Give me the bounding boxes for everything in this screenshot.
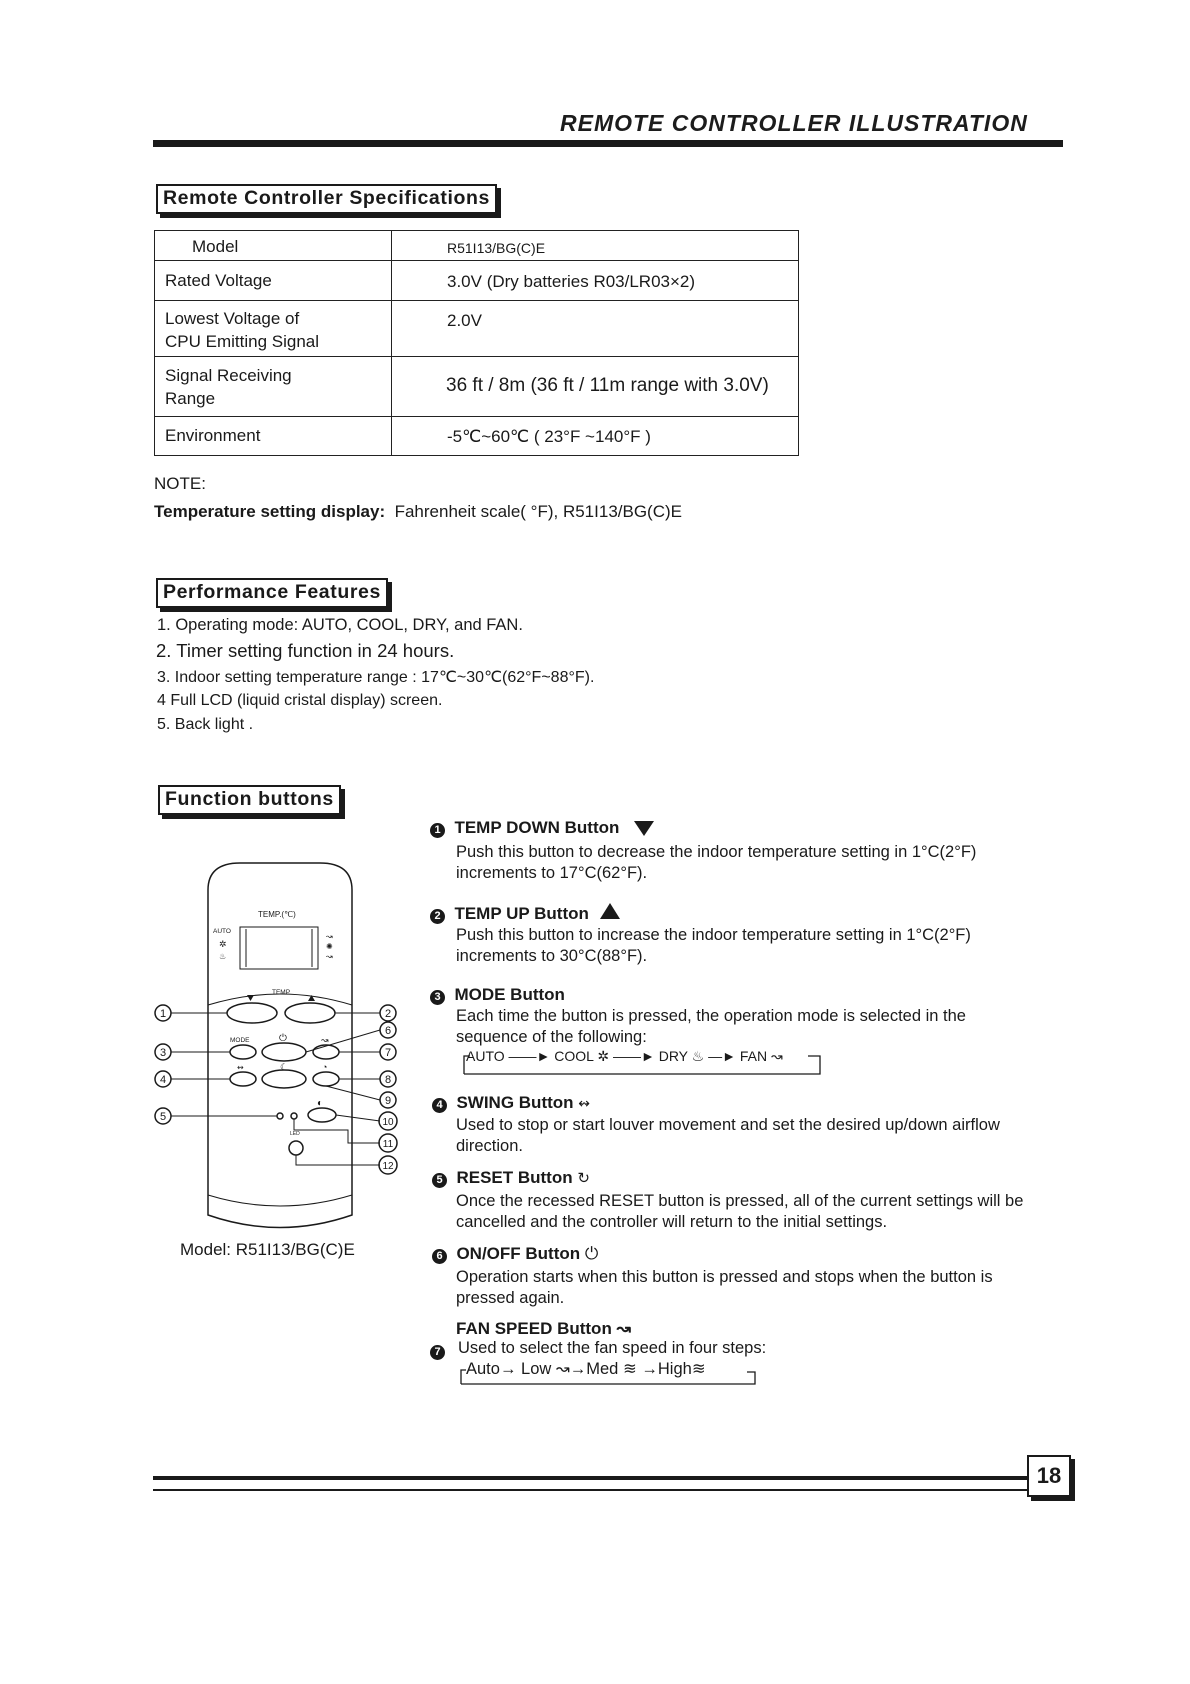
sequence-item: High bbox=[657, 1360, 692, 1378]
fan-speed-sequence: Auto→ Low ↝→Med ≋ →High≋ bbox=[466, 1360, 706, 1378]
callout-number: 9 bbox=[384, 1095, 392, 1107]
reset-heading bbox=[432, 1168, 590, 1188]
callout-number: 12 bbox=[382, 1161, 394, 1172]
fan-icon: ↝ bbox=[326, 932, 333, 941]
callout-number: 8 bbox=[384, 1074, 392, 1086]
button-description: Operation starts when this button is pressed and stops when the button is pressed again. bbox=[456, 1268, 993, 1307]
on-off-heading bbox=[432, 1244, 598, 1264]
spec-value: 3.0V (Dry batteries R03/LR03×2) bbox=[392, 261, 799, 301]
cool-icon: ✲ bbox=[597, 1048, 610, 1064]
lcd-screen-outline bbox=[240, 927, 318, 969]
cool-icon: ✲ bbox=[219, 939, 227, 949]
functions-heading: Function buttons bbox=[158, 785, 341, 815]
spec-value: 2.0V bbox=[392, 301, 799, 357]
mode-heading bbox=[430, 985, 565, 1005]
list-item: 3. Indoor setting temperature range : 17℃~30℃(62°F~88°F). bbox=[157, 669, 595, 686]
item-number: 7 bbox=[430, 1345, 445, 1360]
button-description: Used to select the fan speed in four steps: bbox=[458, 1339, 767, 1357]
swing-heading bbox=[432, 1093, 590, 1113]
fan-icon: ↝ bbox=[326, 952, 333, 961]
spec-label-line: Range bbox=[165, 389, 216, 408]
button-title: MODE Button bbox=[454, 985, 565, 1004]
temp-down-heading bbox=[430, 818, 656, 838]
note-text bbox=[154, 502, 682, 522]
button-description: Each time the button is pressed, the operation mode is selected in the sequence of the following: bbox=[456, 1007, 966, 1046]
sequence-item: Med bbox=[586, 1360, 619, 1378]
power-icon: ⏻ bbox=[584, 1244, 599, 1263]
fan-med-icon: ≋ bbox=[622, 1360, 637, 1378]
performance-heading: Performance Features bbox=[156, 578, 388, 608]
specs-heading: Remote Controller Specifications bbox=[156, 184, 497, 214]
dry-icon: ♨ bbox=[691, 1048, 705, 1064]
spec-label-line: CPU Emitting Signal bbox=[165, 332, 320, 351]
item-number: 1 bbox=[430, 823, 445, 838]
reset-hole bbox=[277, 1113, 283, 1119]
spec-value: -5℃~60℃ ( 23°F ~140°F ) bbox=[392, 417, 799, 456]
callout-number: 7 bbox=[384, 1047, 392, 1059]
note-bold: Temperature setting display: bbox=[154, 502, 386, 521]
mode-button bbox=[230, 1045, 256, 1059]
sleep-icon: ☾ bbox=[280, 1062, 289, 1072]
item-number: 3 bbox=[430, 990, 445, 1005]
spec-label bbox=[155, 301, 392, 357]
sequence-item: Auto bbox=[466, 1360, 500, 1378]
spec-label bbox=[155, 357, 392, 417]
list-item: 4 Full LCD (liquid cristal display) screen. bbox=[157, 692, 443, 709]
swing-icon: ↭ bbox=[237, 1063, 244, 1072]
remote-body-outline bbox=[208, 1195, 352, 1206]
spec-value: R51I13/BG(C)E bbox=[392, 231, 799, 261]
spec-label: Rated Voltage bbox=[155, 261, 392, 301]
table-row bbox=[155, 357, 799, 417]
triangle-down-icon bbox=[632, 819, 656, 837]
fan-low-icon: ↝ bbox=[555, 1360, 570, 1378]
page-header-title: REMOTE CONTROLLER ILLUSTRATION bbox=[560, 110, 1028, 136]
swing-icon: ↭ bbox=[578, 1095, 591, 1111]
fan-speed-icon: ↝ bbox=[321, 1035, 329, 1045]
button-description: Once the recessed RESET button is pressed, all of the current settings will be cancelled and the controller will return to the initial settings. bbox=[456, 1192, 1024, 1231]
list-item: 2. Timer setting function in 24 hours. bbox=[156, 640, 455, 661]
spec-label: Model bbox=[155, 231, 392, 261]
item-number: 6 bbox=[432, 1249, 447, 1264]
fan-icon: ✺ bbox=[326, 942, 333, 951]
button-description: Push this button to increase the indoor temperature setting in 1°C(2°F) increments to 30°C(88°F). bbox=[456, 926, 971, 965]
loop-arrow bbox=[462, 1050, 824, 1076]
callout-number: 11 bbox=[382, 1139, 394, 1150]
fan-speed-heading bbox=[456, 1319, 631, 1339]
spec-label: Environment bbox=[155, 417, 392, 456]
item-number: 5 bbox=[432, 1173, 447, 1188]
specs-table bbox=[154, 230, 799, 456]
loop-arrow bbox=[459, 1362, 759, 1386]
power-icon: ⏻ bbox=[279, 1033, 287, 1044]
fan-high-icon: ≋ bbox=[691, 1360, 706, 1378]
item-number: 2 bbox=[430, 909, 445, 924]
callout-number: 4 bbox=[159, 1074, 167, 1086]
button-title: TEMP DOWN Button bbox=[454, 818, 620, 837]
sequence-item: COOL bbox=[554, 1048, 594, 1064]
sequence-item: FAN bbox=[739, 1048, 768, 1064]
swing-button bbox=[230, 1072, 256, 1086]
sequence-item: AUTO bbox=[466, 1048, 505, 1064]
remote-caption: Model: R51I13/BG(C)E bbox=[180, 1240, 355, 1259]
header-rule bbox=[153, 140, 1063, 147]
sequence-item: DRY bbox=[658, 1048, 688, 1064]
table-row bbox=[155, 231, 799, 261]
led-indicator bbox=[289, 1141, 303, 1155]
temp-c-label: TEMP.(℃) bbox=[258, 910, 296, 919]
remote-illustration bbox=[150, 855, 430, 1235]
on-off-button bbox=[262, 1043, 306, 1061]
led-hole bbox=[291, 1113, 297, 1119]
callout-number: 1 bbox=[159, 1008, 167, 1020]
spec-label-line: Lowest Voltage of bbox=[165, 309, 300, 328]
temp-down-button bbox=[227, 1003, 277, 1023]
button-title: ON/OFF Button bbox=[456, 1244, 581, 1263]
mode-label: MODE bbox=[230, 1037, 250, 1044]
temp-up-heading bbox=[430, 902, 622, 924]
callout-number: 2 bbox=[384, 1008, 392, 1020]
button-title: TEMP UP Button bbox=[454, 904, 589, 923]
mode-sequence: AUTO ——► COOL ✲ ——► DRY ♨ —► FAN ↝ bbox=[466, 1048, 783, 1064]
button-title: FAN SPEED Button bbox=[456, 1319, 612, 1338]
auto-label: AUTO bbox=[213, 928, 231, 935]
note-value: Fahrenheit scale( °F), R51I13/BG(C)E bbox=[394, 502, 682, 521]
callout-number: 3 bbox=[159, 1047, 167, 1059]
triangle-down-icon bbox=[247, 995, 254, 1001]
callout-number: 5 bbox=[159, 1111, 167, 1123]
timer-button bbox=[313, 1072, 339, 1086]
table-row bbox=[155, 417, 799, 456]
spec-value: 36 ft / 8m (36 ft / 11m range with 3.0V) bbox=[392, 357, 799, 417]
extra-icon: ◐ bbox=[317, 1098, 324, 1109]
page-number: 18 bbox=[1027, 1455, 1071, 1497]
footer-rule bbox=[153, 1476, 1028, 1491]
timer-icon: ◔ bbox=[322, 1062, 328, 1072]
button-title: SWING Button bbox=[456, 1093, 574, 1112]
button-description: Push this button to decrease the indoor temperature setting in 1°C(2°F) increments to 17°C(62°F). bbox=[456, 843, 977, 882]
fan-speed-number bbox=[430, 1342, 445, 1360]
fan-icon: ↝ bbox=[770, 1048, 783, 1064]
button-description: Used to stop or start louver movement and set the desired up/down airflow direction. bbox=[456, 1116, 1000, 1155]
fan-speed-button bbox=[313, 1045, 339, 1059]
extra-button bbox=[308, 1108, 336, 1122]
list-item: 1. Operating mode: AUTO, COOL, DRY, and FAN. bbox=[157, 616, 523, 634]
note-label: NOTE: bbox=[154, 474, 206, 493]
callout-number: 10 bbox=[382, 1117, 394, 1128]
button-title: RESET Button bbox=[456, 1168, 573, 1187]
callout-number: 6 bbox=[384, 1025, 392, 1037]
fan-speed-icon: ↝ bbox=[616, 1319, 631, 1338]
led-label: LED bbox=[290, 1131, 300, 1137]
sleep-button bbox=[262, 1070, 306, 1088]
item-number: 4 bbox=[432, 1098, 447, 1113]
spec-label-line: Signal Receiving bbox=[165, 366, 292, 385]
list-item: 5. Back light . bbox=[157, 716, 254, 733]
reset-icon: ↻ bbox=[577, 1170, 590, 1187]
table-row bbox=[155, 301, 799, 357]
temp-up-button bbox=[285, 1003, 335, 1023]
table-row bbox=[155, 261, 799, 301]
temp-label: TEMP bbox=[272, 989, 291, 996]
sequence-item: Low bbox=[521, 1360, 552, 1378]
triangle-up-icon bbox=[598, 902, 622, 920]
dry-icon: ♨ bbox=[219, 952, 227, 961]
